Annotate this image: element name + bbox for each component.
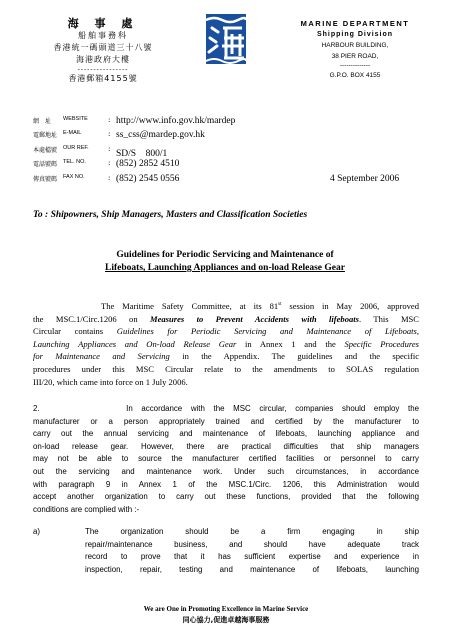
marine-department-logo-icon (206, 14, 246, 64)
paragraph-line: conditions are complied with :- (33, 504, 140, 514)
document-title (60, 249, 390, 275)
paragraph-line: may not be able to source the manufacturer certified facilities or personnel to carry (33, 454, 419, 464)
contact-colon: : (108, 130, 111, 138)
department-name-en: MARINE DEPARTMENT (300, 19, 410, 28)
emphasis-text: Launching Appliances and On-load Release Gear (33, 338, 237, 349)
letterhead-chinese (28, 18, 178, 85)
pobox-zh: 香港郵箱4155號 (68, 74, 138, 83)
paragraph-line: manufacturer or a person appropriately trained and certified by the manufacturer to (33, 416, 419, 426)
contact-label-zh: 電話號碼 (33, 161, 58, 168)
paragraph-line: record to prove that it has sufficient expertise and experience in (85, 552, 419, 562)
footer-slogan-zh: 同心協力,促進卓越海事服務 (182, 616, 270, 624)
telephone-number: (852) 2852 4510 (116, 159, 180, 169)
contact-label-zh: 網 址 (33, 118, 52, 125)
contact-colon: : (108, 174, 111, 182)
paragraph-line: 2. In accordance with the MSC circular, companies should employ the (33, 404, 419, 413)
paragraph-line: out the servicing and maintenance work. Under such circumstances, in accordance (33, 466, 419, 476)
contact-label-zh: 本處檔號 (33, 147, 58, 154)
paragraph-1 (33, 300, 419, 388)
street-en: 38 PIER ROAD, (331, 53, 379, 60)
item-label: a) (33, 527, 41, 536)
address-zh: 香港統一碼頭道三十八號 (53, 43, 153, 52)
letterhead-english (280, 18, 430, 81)
superscript: st (278, 302, 282, 308)
letter-date: 4 September 2006 (330, 174, 400, 184)
text-run: Circular contains (33, 326, 117, 337)
contact-label-en: WEBSITE (63, 116, 88, 122)
contact-label-en: E-MAIL (63, 130, 82, 136)
fax-number: (852) 2545 0556 (116, 174, 180, 184)
paragraph-line (33, 300, 419, 313)
contact-label-zh: 傳真號碼 (33, 176, 58, 183)
text-run: the MSC.1/Circ.1206 on (33, 313, 151, 324)
footer-slogan-en: We are One in Promoting Excellence in Marine Service (143, 605, 309, 613)
emphasis-text: Specific Procedures (344, 338, 419, 349)
paragraph-line (33, 325, 419, 338)
contact-label-en: OUR REF. (63, 145, 89, 151)
contact-colon: : (108, 116, 111, 124)
paragraph-2 (33, 403, 419, 516)
text-run: The Maritime Safety Committee, at its 81 (101, 301, 279, 311)
text-run: . This MSC (358, 313, 419, 324)
title-line-2: Lifeboats, Launching Appliances and on-load Release Gear (105, 263, 345, 273)
condition-item-a (33, 526, 419, 576)
email-link[interactable]: ss_css@mardep.gov.hk (116, 130, 205, 140)
pobox-en: G.P.O. BOX 4155 (329, 72, 381, 79)
building-en: HARBOUR BUILDING, (321, 42, 389, 49)
contact-colon: : (108, 145, 111, 153)
paragraph-line (33, 313, 419, 326)
paragraph-line (33, 338, 419, 351)
department-name-zh: 海 事 處 (67, 17, 139, 30)
divider-en: -------------- (339, 62, 371, 69)
paragraph-line: III/20, which came into force on 1 July 2006. (33, 376, 188, 387)
text-run: session in May 2006, approved (281, 301, 419, 311)
paragraph-line: procedures under this MSC Circular relate to the amendments to SOLAS regulation (33, 363, 419, 374)
emphasis-text: for Maintenance and Servicing (33, 351, 170, 362)
paragraph-line: The organization should be a firm engaging in ship (85, 527, 419, 536)
addressee-line: To : Shipowners, Ship Managers, Masters and Classification Societies (33, 210, 308, 220)
title-line-1: Guidelines for Periodic Servicing and Maintenance of (116, 250, 334, 260)
contact-label-en: FAX NO. (63, 174, 85, 180)
paragraph-line (33, 350, 419, 363)
paragraph-line: accept another organization to carry out these functions, provided that the following (33, 492, 419, 502)
contact-label-zh: 電郵地址 (33, 132, 58, 139)
text-run: in Annex 1 and the (236, 338, 345, 349)
division-name-zh: 船舶事務科 (78, 31, 128, 40)
division-name-en: Shipping Division (316, 31, 394, 38)
paragraph-line: on-load release gear. However, there are practical difficulties that ship managers (33, 441, 419, 451)
website-link[interactable]: http://www.info.gov.hk/mardep (116, 116, 236, 126)
contact-colon: : (108, 159, 111, 167)
reference-number: SD/S 800/1 (116, 149, 168, 159)
paragraph-line: carry out the annual servicing and maintenance of lifeboats, launching appliance and (33, 429, 419, 439)
emphasis-text: Guidelines for Periodic Servicing and Maintenance of Lifeboats, (116, 326, 419, 337)
footer-slogan (0, 604, 452, 626)
text-run: in the Appendix. The guidelines and the specific (169, 351, 419, 362)
paragraph-line: inspection, repair, testing and maintenance of lifeboats, launching (85, 564, 419, 574)
emphasis-text: Measures to Prevent Accidents with lifeboats (150, 313, 359, 324)
paragraph-line: repair/maintenance business, and should have adequate track (85, 539, 419, 549)
paragraph-line: with paragraph 9 in Annex 1 of the MSC.1/Circ. 1206, this Administration would (33, 479, 419, 489)
building-zh: 海港政府大樓 (76, 55, 130, 64)
divider-zh: ---------------- (77, 66, 129, 73)
contact-label-en: TEL. NO. (63, 159, 86, 165)
